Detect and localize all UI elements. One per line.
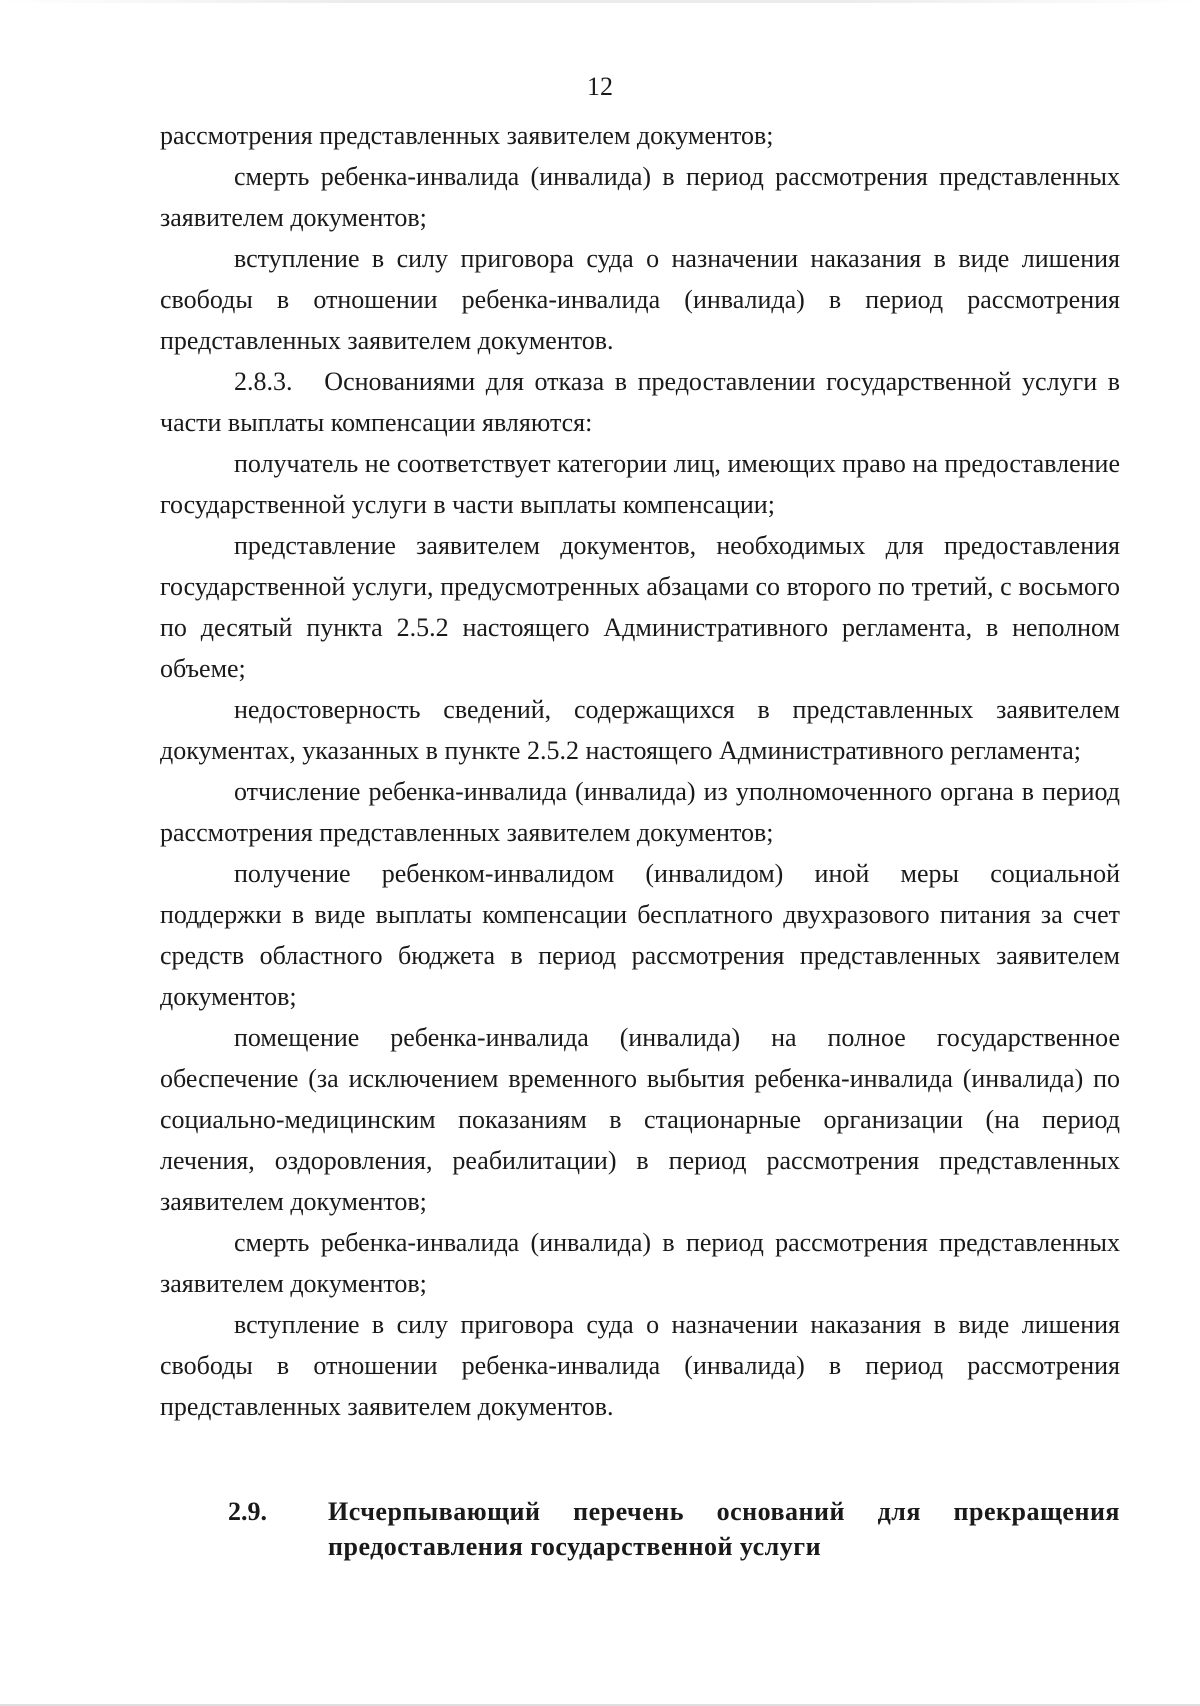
paragraph-1: рассмотрения представленных заявителем документов; [160,121,774,150]
paragraph-8: отчисление ребенка-инвалида (инвалида) из уполномоченного органа в период рассмотрения представленных заявителем документов; [160,777,1120,847]
page-number: 12 [587,72,613,101]
paragraph-2-8-3: 2.8.3. Основаниями для отказа в предоставлении государственной услуги в части выплаты компенсации являются: [160,367,1127,437]
paragraph-12: вступление в силу приговора суда о назначении наказания в виде лишения свободы в отношении ребенка-инвалида (инвалида) в период рассмотрения представленных заявителем документов. [160,1310,1120,1421]
paragraph-2: смерть ребенка-инвалида (инвалида) в период рассмотрения представленных заявителем документов; [160,162,1120,232]
paragraph-7: недостоверность сведений, содержащихся в представленных заявителем документах, указанных в пункте 2.5.2 настоящего Административного регламента; [160,695,1120,765]
section-number: 2.9. [228,1497,267,1526]
paragraph-5: получатель не соответствует категории лиц, имеющих право на предоставление государственной услуги в части выплаты компенсации; [160,449,1120,519]
document-body [160,115,1127,1427]
paragraph-9: получение ребенком-инвалидом (инвалидом) иной меры социальной поддержки в виде выплаты компенсации бесплатного двухразового питания за счет средств областного бюджета в период рассмотрения представленных заявителем документов; [160,859,1120,1011]
paragraph-6: представление заявителем документов, необходимых для предоставления государственной услуги, предусмотренных абзацами со второго по третий, с восьмого по десятый пункта 2.5.2 настоящего Административного регламента, в неполном объеме; [160,531,1120,683]
paragraph-3: вступление в силу приговора суда о назначении наказания в виде лишения свободы в отношении ребенка-инвалида (инвалида) в период рассмотрения представленных заявителем документов. [160,244,1120,355]
section-title: Исчерпывающий перечень оснований для прекращения предоставления государственной услуги [328,1497,1120,1561]
paragraph-11: смерть ребенка-инвалида (инвалида) в период рассмотрения представленных заявителем документов; [160,1228,1120,1298]
scan-edge-top [0,0,1200,3]
paragraph-10: помещение ребенка-инвалида (инвалида) на полное государственное обеспечение (за исключением временного выбытия ребенка-инвалида (инвалида) по социально-медицинским показаниям в стационарные организации (на период лечения, оздоровления, реабилитации) в период рассмотрения представленных заявителем документов; [160,1023,1120,1216]
section-heading [228,1494,1120,1564]
